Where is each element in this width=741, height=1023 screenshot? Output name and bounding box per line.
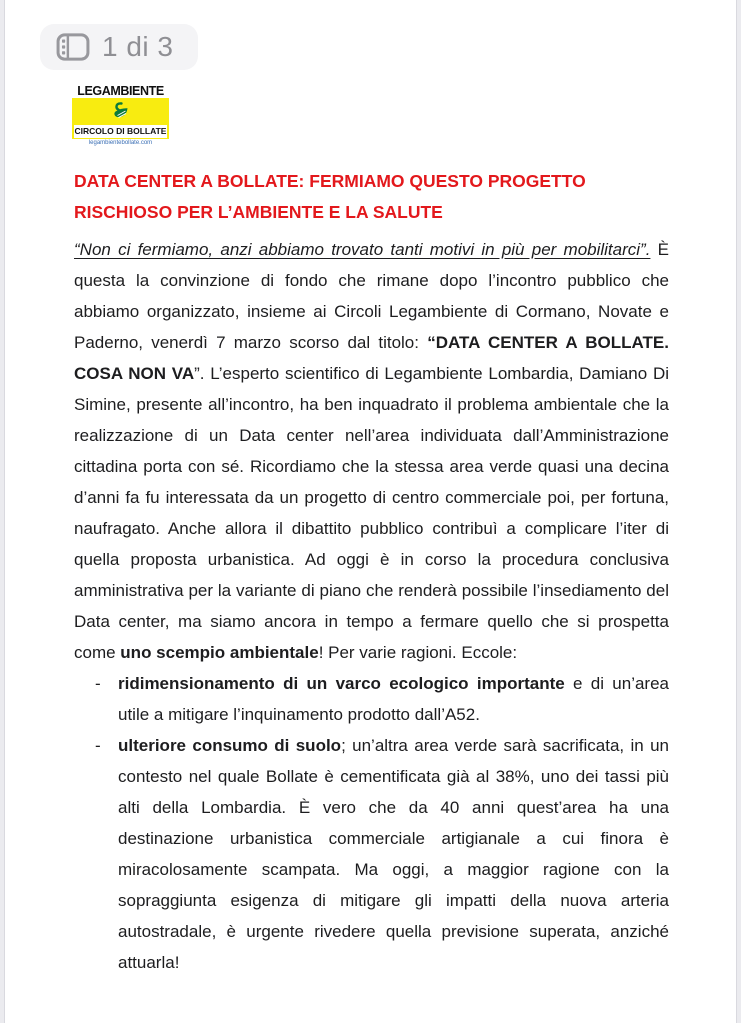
legambiente-logo bbox=[72, 84, 169, 148]
text-run: ridimensionamento di un varco ecologico importante bbox=[118, 674, 565, 693]
bullet-text bbox=[118, 730, 669, 978]
logo-org-name: LEGAMBIENTE bbox=[77, 84, 164, 98]
text-run: uno scempio ambientale bbox=[120, 643, 319, 662]
bullet-marker: - bbox=[95, 674, 101, 693]
document-body bbox=[74, 234, 669, 978]
text-run: ; un’altra area verde sarà sacrificata, in un contesto nel quale Bollate è cementificata già al 38%, uno dei tassi più alti della Lombardia. È vero che da 40 anni quest’area ha una destinazione urbanistica commerciale artigianale a cui finora è miracolosamente scampata. Ma oggi, a maggior ragione con la sopraggiunta esigenza di mitigare gli impatti della nuova arteria autostradale, è urgente rivedere quella previsione superata, anziché attuarla! bbox=[118, 736, 669, 972]
logo-circle-name: CIRCOLO DI BOLLATE bbox=[74, 126, 167, 136]
bullet-item bbox=[74, 668, 669, 730]
document-page[interactable] bbox=[4, 0, 737, 1023]
text-run: ulteriore consumo di suolo bbox=[118, 736, 342, 755]
logo-yellow-band bbox=[72, 98, 169, 139]
text-run: ”. L’esperto scientifico di Legambiente Lombardia, Damiano Di Simine, presente all’incontro, ha ben inquadrato il problema ambientale che la realizzazione di un Data center nell’area individuata dall’Amministrazione cittadina porta con sé. Ricordiamo che la stessa area verde quasi una decina d’anni fa fu interessata da un progetto di centro commerciale poi, per fortuna, naufragato. Anche allora il dibattito pubblico contribuì a complicare l’iter di quella proposta urbanistica. Ad oggi è in corso la procedura conclusiva amministrativa per la variante di piano che renderà possibile l’insediamento del Data center, ma siamo ancora in tempo a fermare quello che si prospetta come bbox=[74, 364, 670, 662]
text-run: ! Per varie ragioni. Eccole: bbox=[318, 643, 518, 662]
swan-icon bbox=[74, 98, 167, 125]
text-run: “DATA CENTER A BOLLATE. COSA NON VA bbox=[74, 333, 669, 383]
text-run: e di un’area utile a mitigare l’inquinamento prodotto dall’A52. bbox=[118, 674, 670, 724]
body-paragraph bbox=[74, 234, 669, 668]
thumbnails-icon bbox=[56, 33, 90, 61]
bullet-marker: - bbox=[95, 736, 101, 755]
bullet-text bbox=[118, 668, 669, 730]
bullet-item bbox=[74, 730, 669, 978]
text-run: “Non ci fermiamo, anzi abbiamo trovato tanti motivi in più per mobilitarci”. bbox=[74, 240, 651, 259]
logo-url: legambientebollate.com bbox=[88, 140, 153, 146]
text-run: È questa la convinzione di fondo che rimane dopo l’incontro pubblico che abbiamo organizzato, insieme ai Circoli Legambiente di Cormano, Novate e Paderno, venerdì 7 marzo scorso dal titolo: bbox=[74, 240, 669, 352]
page-indicator-label: 1 di 3 bbox=[102, 31, 174, 62]
document-title: DATA CENTER A BOLLATE: FERMIAMO QUESTO PROGETTO RISCHIOSO PER L’AMBIENTE E LA SALUTE bbox=[74, 171, 586, 222]
page-indicator[interactable] bbox=[40, 24, 198, 70]
